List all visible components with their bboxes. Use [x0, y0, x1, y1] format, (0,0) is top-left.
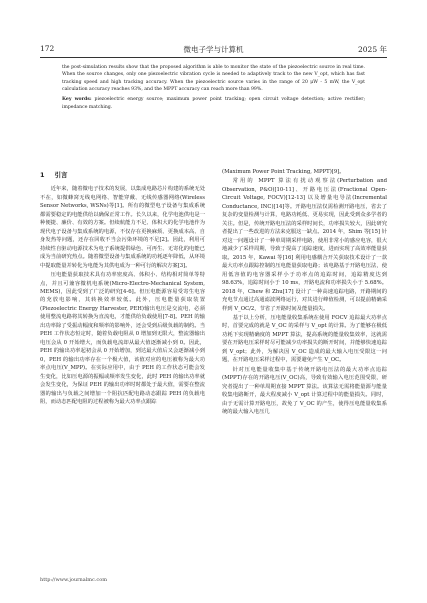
journal-url[interactable]: http://www.journalmc.com — [40, 577, 107, 583]
body-paragraph: (Maximum Power Point Tracking, MPPT)[9]。 — [222, 169, 345, 175]
body-paragraph: 基于以上分析，压电能量收集系统在使用 FOCV 追踪最大功率点时，首要完成的就是 V_OC 的采样与 V_opt 的计算。为了能够在极低功耗下实现精确度的 MPPT 算法，提高系统的能量收集效率，这就需要在开路电压采样时尽可能减少功率损失的断开时间，并能够快速追踪到 V_opt；此外，为解决因 V_OC 造成的最大输入电压受限这一问题，在开路电压采样过程中，需要避免产生 V_OC。 — [222, 314, 387, 364]
page-header — [40, 44, 387, 58]
journal-title: 微电子学与计算机 — [183, 45, 244, 54]
abstract-block — [62, 64, 365, 111]
body-paragraph: 压电能量获取技术具有功率密度高、体积小、结构相对简单等特点，并且可兼容微机电系统(Micro-Electro-Mechanical System, MEMS)，因此受到了广泛的研究[4-6]。但压电能源容易受寄生电容的充放电影响，其转换效率较低。此外，压电能量获取装置(Piezoelectric Energy Harvester, PEH)输出电压是交流电，必须使用整流电路将其转换为直流电，才能供给负载使用[7-8]。PEH 的输出功率除了受振动幅度和频率的影响外，还会受到后级负载的制约。当 PEH 工作状态恒定时，随着负载电阻从 0 增加到无限大，整流器输出电压会从 0 开始增大，而负载电流却从最大值逐渐减小到 0。因此，PEH 的输出功率起初会从 0 开始增加，到达最大值后又会逐渐减小到 0，PEH 的输出功率存在一个极大值，该值对应的电压被称为最大功率点电压(V_MPP)。在实际应用中，由于 PEH 的工作状态可能会发生变化，比如压电源的振幅或频率发生变化，此时 PEH 的输出功率就会发生变化，为保证 PEH 的输出功率时时都处于最大值，需要在整流器的输出与负载之间增加一个阻抗匹配电路动态跟踪 PEH 的负载电阻，而动态匹配电阻的过程被称为最大功率点跟踪 — [40, 272, 205, 406]
keywords-label: Key words: — [62, 97, 92, 103]
keywords-line — [62, 96, 365, 111]
issue-year: 2025 年 — [358, 45, 387, 54]
abstract-text: the post-simulation results show that the proposed algorithm is able to monitor the state of the piezoelectric source in real time. When the source changes, only one piezoelectric vibration cycle is needed to adaptively track to the new V_opt, which has fast tracking speed and high tracking accuracy. When the piezoelectric source varies in the range of 20 μW - 5 mW, the V_opt calculation accuracy reaches 93%, and the MPPT accuracy can reach more than 99%. — [62, 65, 365, 93]
left-column — [40, 168, 205, 408]
header-rule — [40, 57, 387, 58]
body-paragraph: 针对压电能量收集中基于传统开路电压法的最大功率点追踪(MPPT)存在的开路电压(V_OC)高，导致有效输入电压范围受限，研究者提出了一种单周期直接 MPPT 算法。该算法无需将能量源与能量收集电路断开，最大程度减小 V_opt 计算过程中的能量损失。同时，由于无需计算开路电压，故免了 V_OC 的产生，使得压电能量收集系统的最大输入电压几 — [222, 366, 387, 416]
body-paragraph: 近年来，随着微电子技术的发展，以集成电路芯片构建的系统无处不在，如微蜂窝无线电网络、智能穿戴、无线传感器网络(Wireless Sensor Networks, WSNs)等[1]。所有的微型电子设备与集成系统都需要稳定的电能供给以确保正常工作。长久以来，化学电池供电是一种便捷、廉价、有效的方案。但续航能力不足、体积大的化学电池作为现代电子设备与集成系统的电源，不仅存在更换麻烦、更换成本高、自身发热等问题，还存在回收不当会污染环境的不足[2]。因此，利用可持续性自驱动电源技术为电子系统提供绿色、可再生、无寄化的电能已成为当前研究热点。随着微型设备与集成系统的功耗逐年降低，从环境中提取能量并转化为电能为其供电成为一种可行的解决方案[3]。 — [40, 186, 205, 269]
right-column — [222, 168, 387, 418]
body-paragraph: 常用的 MPPT 算法有扰动观察法(Perturbation and Observation, P&O)[10-11]、开路电压法(Fractional Open-Circuit Voltage, FOCV)[12-13] 以及增量电导法(Incremental Conductance, INC)[14]等。开路电压法仅需检测开路电压，省去了复杂的变量检测与计算，电路功耗低、更易实现，因此受到众多学者的关注。但是，传统开路电压法的采样时间长，功率损失较大，因此研究者提出了一些改进的方法来克服这一缺点。2014 年，Shim 等[15] 针对这一问题设计了一种单周期采样电路，使用非常小的感应电容，很大地减少了采样周期，导致于提高了追踪速度，进而实现了高效率能量获取。2015 年，Kawai 等[16] 利用电感耦合开关获取技术设计了一款最大功率点跟踪控制的压电能量获取电路；该电路基于开路电压法，使用低容值的电容器采样小于功率点的追踪时间，追踪精度达到 98.63%，追踪时间小于 10 ms，开路电流和功率损失小于 5.68%。2018 年，Chew 和 Zhu[17] 设计了一种高速追踪电路，开路期间的充电节点通过高通滤波网络运行，对其进行峰值检测，可以提前精确采样到 V_OC/2，节省了开路时间及能量损失。 — [222, 178, 387, 312]
section-heading — [40, 170, 205, 180]
section-number: 1 — [40, 171, 45, 179]
keywords-text: piezoelectric energy source; maximum power point tracking; open circuit voltage detection; active rectifier; impedance matching. — [62, 97, 365, 110]
section-title: 引言 — [54, 171, 68, 179]
page-number: 172 — [40, 44, 55, 53]
